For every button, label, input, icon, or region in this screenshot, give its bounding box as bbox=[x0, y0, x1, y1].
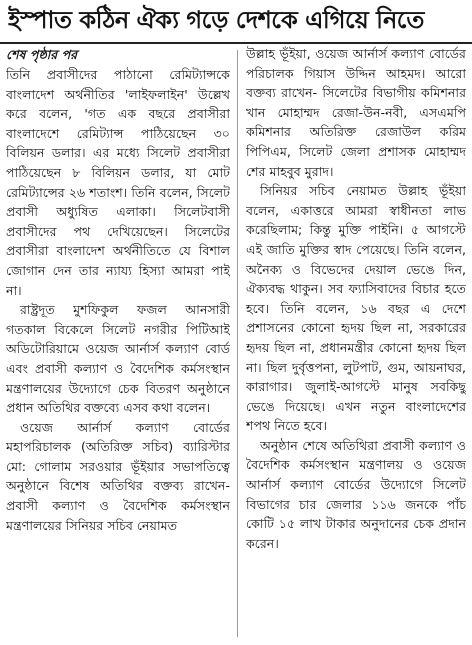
headline: ইস্পাত কঠিন ঐক্য গড়ে দেশকে এগিয়ে নিতে bbox=[8, 6, 424, 34]
paragraph: উল্লাহ ভূঁইয়া, ওয়েজ আর্নার্স কল্যাণ বোর্ডের পরিচালক গিয়াস উদ্দিন আহমদ। আরো বক্তব্য রাখেন- সিলেটের বিভাগীয় কমিশনার খান মোহাম্মদ রেজা-উন-নবী, এসএমপি কমিশনার অতিরিক্ত রেজাউল করিম পিপিএম, সিলেট জেলা প্রশাসক মোহাম্মদ শের মাহবুব মুরাদ। bbox=[246, 46, 466, 179]
paragraph: ওয়েজ আর্নার্স কল্যাণ বোর্ডের মহাপরিচালক (অতিরিক্ত সচিব) ব্যারিস্টার মো: গোলাম সরওয়ার ভূঁইয়ার সভাপতিত্বে অনুষ্ঠানে বিশেষ অতিথির বক্তব্য রাখেন- প্রবাসী কল্যাণ ও বৈদেশিক কর্মসংস্থান মন্ত্রণালয়ের সিনিয়র সচিব নেয়ামত bbox=[6, 419, 230, 533]
paragraph: তিনি প্রবাসীদের পাঠানো রেমিট্যান্সকে বাংলাদেশ অর্থনীতির 'লাইফলাইন' উল্লেখ করে বলেন, 'গত এক বছরে প্রবাসীরা বাংলাদেশে রেমিট্যান্স পাঠিয়েছেন ৩০ বিলিয়ন ডলার। এর মধ্যে সিলেট প্রবাসীরা পাঠিয়েছেন ৮ বিলিয়ন ডলার, যা মোট রেমিট্যান্সের ২৬ শতাংশ। তিনি বলেন, সিলেট প্রবাসী অধ্যুষিত এলাকা। সিলেটবাসী প্রবাসীদের পথ দেখিয়েছেন। সিলেটের প্রবাসীরা বাংলাদেশ অর্থনীতিতে যে বিশাল জোগান দেন তার ন্যায্য হিস্যা আমরা পাই না। bbox=[6, 67, 230, 298]
paragraph: অনুষ্ঠান শেষে অতিথিরা প্রবাসী কল্যাণ ও বৈদেশিক কর্মসংস্থান মন্ত্রণালয় ও ওয়েজ আর্নার্স কল্যাণ বোর্ডের উদ্যোগে সিলেট বিভাগের চার জেলার ১১৬ জনকে পাঁচ কোটি ১৫ লাখ টাকার অনুদানের চেক প্রদান করেন। bbox=[246, 437, 466, 551]
paragraph: রাষ্ট্রদূত মুশফিকুল ফজল আনসারী গতকাল বিকেলে সিলেট নগরীর পিটিআই অডিটোরিয়ামে ওয়েজ আর্নার্স কল্যাণ বোর্ড এবং প্রবাসী কল্যাণ ও বৈদেশিক কর্মসংস্থান মন্ত্রণালয়ের উদ্যোগে চেক বিতরণ অনুষ্ঠানে প্রধান অতিথির বক্তব্যে এসব কথা বলেন। bbox=[6, 302, 230, 416]
article-column-left bbox=[6, 44, 230, 641]
paragraph: সিনিয়র সচিব নেয়ামত উল্লাহ ভূঁইয়া বলেন, একাত্তরে আমরা স্বাধীনতা লাভ করেছিলাম; কিন্তু মুক্তি পাইনি। ৫ আগস্টে এই জাতি মুক্তির স্বাদ পেয়েছে। তিনি বলেন, অনৈক্য ও বিভেদের দেয়াল ভেঙে দিন, ঐক্যবদ্ধ থাকুন। সব ফ্যাসিবাদের বিচার হতে হবে। তিনি বলেন, ১৬ বছর এ দেশে প্রশাসনের কোনো হৃদয় ছিল না, সরকারের হৃদয় ছিল না, প্রধানমন্ত্রীর কোনো হৃদয় ছিল না। ছিল দুর্বৃত্তপনা, লুটপাট, গুম, আয়নাঘর, কারাগার। জুলাই-আগস্টে মানুষ সবকিছু ভেঙে দিয়েছে। এখন নতুন বাংলাদেশের শপথ নিতে হবে। bbox=[246, 183, 466, 434]
column-divider bbox=[237, 50, 238, 637]
article-column-right bbox=[246, 44, 466, 641]
continued-from-label: শেষ পৃষ্ঠার পর bbox=[6, 47, 78, 62]
